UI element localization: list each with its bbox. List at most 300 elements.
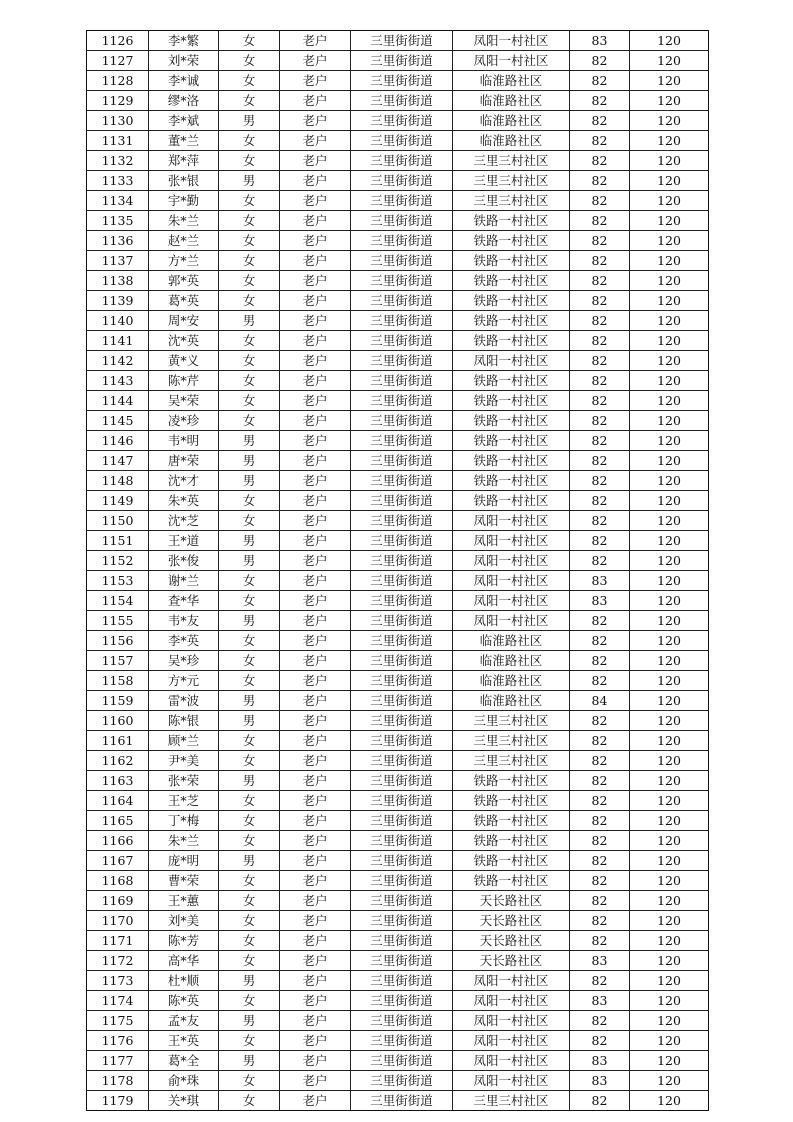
subdistrict-cell: 三里街街道 bbox=[351, 751, 453, 771]
household-type-cell: 老户 bbox=[280, 771, 351, 791]
community-cell: 铁路一村社区 bbox=[453, 831, 570, 851]
table-row bbox=[87, 711, 709, 731]
row-number-cell: 1176 bbox=[87, 1031, 149, 1051]
roster-body bbox=[87, 31, 709, 1111]
community-cell: 三里三村社区 bbox=[453, 751, 570, 771]
table-row bbox=[87, 731, 709, 751]
name-cell: 韦*明 bbox=[149, 431, 219, 451]
name-cell: 李*斌 bbox=[149, 111, 219, 131]
community-cell: 铁路一村社区 bbox=[453, 231, 570, 251]
table-row bbox=[87, 591, 709, 611]
amount-cell: 120 bbox=[630, 971, 709, 991]
community-cell: 临淮路社区 bbox=[453, 111, 570, 131]
name-cell: 朱*兰 bbox=[149, 831, 219, 851]
age-cell: 82 bbox=[570, 491, 630, 511]
household-type-cell: 老户 bbox=[280, 811, 351, 831]
community-cell: 凤阳一村社区 bbox=[453, 571, 570, 591]
subdistrict-cell: 三里街街道 bbox=[351, 851, 453, 871]
subdistrict-cell: 三里街街道 bbox=[351, 651, 453, 671]
gender-cell: 女 bbox=[219, 131, 280, 151]
household-type-cell: 老户 bbox=[280, 931, 351, 951]
name-cell: 宇*勤 bbox=[149, 191, 219, 211]
age-cell: 82 bbox=[570, 871, 630, 891]
table-row bbox=[87, 771, 709, 791]
gender-cell: 女 bbox=[219, 911, 280, 931]
subdistrict-cell: 三里街街道 bbox=[351, 631, 453, 651]
name-cell: 王*蕙 bbox=[149, 891, 219, 911]
name-cell: 陈*芳 bbox=[149, 931, 219, 951]
row-number-cell: 1153 bbox=[87, 571, 149, 591]
gender-cell: 女 bbox=[219, 651, 280, 671]
table-row bbox=[87, 391, 709, 411]
amount-cell: 120 bbox=[630, 911, 709, 931]
gender-cell: 男 bbox=[219, 971, 280, 991]
subdistrict-cell: 三里街街道 bbox=[351, 291, 453, 311]
table-row bbox=[87, 911, 709, 931]
age-cell: 82 bbox=[570, 451, 630, 471]
table-row bbox=[87, 1051, 709, 1071]
name-cell: 郭*英 bbox=[149, 271, 219, 291]
gender-cell: 男 bbox=[219, 551, 280, 571]
amount-cell: 120 bbox=[630, 431, 709, 451]
amount-cell: 120 bbox=[630, 951, 709, 971]
row-number-cell: 1160 bbox=[87, 711, 149, 731]
amount-cell: 120 bbox=[630, 891, 709, 911]
row-number-cell: 1150 bbox=[87, 511, 149, 531]
age-cell: 82 bbox=[570, 331, 630, 351]
subdistrict-cell: 三里街街道 bbox=[351, 771, 453, 791]
amount-cell: 120 bbox=[630, 651, 709, 671]
household-type-cell: 老户 bbox=[280, 991, 351, 1011]
subdistrict-cell: 三里街街道 bbox=[351, 131, 453, 151]
household-type-cell: 老户 bbox=[280, 251, 351, 271]
age-cell: 82 bbox=[570, 891, 630, 911]
age-cell: 82 bbox=[570, 391, 630, 411]
household-type-cell: 老户 bbox=[280, 431, 351, 451]
household-type-cell: 老户 bbox=[280, 871, 351, 891]
name-cell: 赵*兰 bbox=[149, 231, 219, 251]
household-type-cell: 老户 bbox=[280, 491, 351, 511]
table-row bbox=[87, 91, 709, 111]
community-cell: 天长路社区 bbox=[453, 931, 570, 951]
row-number-cell: 1171 bbox=[87, 931, 149, 951]
age-cell: 84 bbox=[570, 691, 630, 711]
name-cell: 沈*英 bbox=[149, 331, 219, 351]
household-type-cell: 老户 bbox=[280, 451, 351, 471]
subdistrict-cell: 三里街街道 bbox=[351, 111, 453, 131]
household-type-cell: 老户 bbox=[280, 91, 351, 111]
name-cell: 丁*梅 bbox=[149, 811, 219, 831]
amount-cell: 120 bbox=[630, 691, 709, 711]
name-cell: 黄*义 bbox=[149, 351, 219, 371]
row-number-cell: 1135 bbox=[87, 211, 149, 231]
table-row bbox=[87, 31, 709, 51]
household-type-cell: 老户 bbox=[280, 751, 351, 771]
gender-cell: 女 bbox=[219, 1091, 280, 1111]
amount-cell: 120 bbox=[630, 171, 709, 191]
age-cell: 82 bbox=[570, 271, 630, 291]
row-number-cell: 1165 bbox=[87, 811, 149, 831]
row-number-cell: 1175 bbox=[87, 1011, 149, 1031]
amount-cell: 120 bbox=[630, 1091, 709, 1111]
subdistrict-cell: 三里街街道 bbox=[351, 31, 453, 51]
amount-cell: 120 bbox=[630, 1011, 709, 1031]
gender-cell: 男 bbox=[219, 431, 280, 451]
amount-cell: 120 bbox=[630, 671, 709, 691]
table-row bbox=[87, 451, 709, 471]
name-cell: 陈*银 bbox=[149, 711, 219, 731]
age-cell: 82 bbox=[570, 251, 630, 271]
table-row bbox=[87, 231, 709, 251]
community-cell: 凤阳一村社区 bbox=[453, 1051, 570, 1071]
household-type-cell: 老户 bbox=[280, 331, 351, 351]
age-cell: 82 bbox=[570, 431, 630, 451]
age-cell: 82 bbox=[570, 711, 630, 731]
household-type-cell: 老户 bbox=[280, 531, 351, 551]
community-cell: 三里三村社区 bbox=[453, 151, 570, 171]
subdistrict-cell: 三里街街道 bbox=[351, 811, 453, 831]
table-row bbox=[87, 151, 709, 171]
table-row bbox=[87, 71, 709, 91]
subdistrict-cell: 三里街街道 bbox=[351, 971, 453, 991]
gender-cell: 女 bbox=[219, 151, 280, 171]
household-type-cell: 老户 bbox=[280, 671, 351, 691]
row-number-cell: 1133 bbox=[87, 171, 149, 191]
row-number-cell: 1136 bbox=[87, 231, 149, 251]
subdistrict-cell: 三里街街道 bbox=[351, 351, 453, 371]
community-cell: 临淮路社区 bbox=[453, 671, 570, 691]
gender-cell: 女 bbox=[219, 1071, 280, 1091]
gender-cell: 女 bbox=[219, 351, 280, 371]
table-row bbox=[87, 991, 709, 1011]
amount-cell: 120 bbox=[630, 271, 709, 291]
amount-cell: 120 bbox=[630, 31, 709, 51]
community-cell: 天长路社区 bbox=[453, 891, 570, 911]
gender-cell: 女 bbox=[219, 211, 280, 231]
gender-cell: 男 bbox=[219, 691, 280, 711]
amount-cell: 120 bbox=[630, 711, 709, 731]
name-cell: 吴*荣 bbox=[149, 391, 219, 411]
table-row bbox=[87, 831, 709, 851]
amount-cell: 120 bbox=[630, 411, 709, 431]
age-cell: 82 bbox=[570, 351, 630, 371]
age-cell: 82 bbox=[570, 191, 630, 211]
gender-cell: 男 bbox=[219, 851, 280, 871]
age-cell: 82 bbox=[570, 1031, 630, 1051]
row-number-cell: 1170 bbox=[87, 911, 149, 931]
subdistrict-cell: 三里街街道 bbox=[351, 731, 453, 751]
name-cell: 顾*兰 bbox=[149, 731, 219, 751]
row-number-cell: 1147 bbox=[87, 451, 149, 471]
gender-cell: 男 bbox=[219, 111, 280, 131]
community-cell: 铁路一村社区 bbox=[453, 491, 570, 511]
gender-cell: 女 bbox=[219, 751, 280, 771]
amount-cell: 120 bbox=[630, 791, 709, 811]
subdistrict-cell: 三里街街道 bbox=[351, 511, 453, 531]
row-number-cell: 1169 bbox=[87, 891, 149, 911]
name-cell: 刘*美 bbox=[149, 911, 219, 931]
gender-cell: 女 bbox=[219, 731, 280, 751]
row-number-cell: 1151 bbox=[87, 531, 149, 551]
household-type-cell: 老户 bbox=[280, 351, 351, 371]
amount-cell: 120 bbox=[630, 211, 709, 231]
table-row bbox=[87, 1031, 709, 1051]
name-cell: 李*英 bbox=[149, 631, 219, 651]
name-cell: 雷*波 bbox=[149, 691, 219, 711]
age-cell: 83 bbox=[570, 991, 630, 1011]
row-number-cell: 1173 bbox=[87, 971, 149, 991]
subdistrict-cell: 三里街街道 bbox=[351, 1071, 453, 1091]
table-row bbox=[87, 1071, 709, 1091]
age-cell: 82 bbox=[570, 771, 630, 791]
age-cell: 82 bbox=[570, 411, 630, 431]
age-cell: 82 bbox=[570, 1011, 630, 1031]
age-cell: 82 bbox=[570, 71, 630, 91]
gender-cell: 女 bbox=[219, 191, 280, 211]
age-cell: 83 bbox=[570, 571, 630, 591]
household-type-cell: 老户 bbox=[280, 1051, 351, 1071]
subdistrict-cell: 三里街街道 bbox=[351, 951, 453, 971]
table-row bbox=[87, 211, 709, 231]
community-cell: 三里三村社区 bbox=[453, 731, 570, 751]
row-number-cell: 1179 bbox=[87, 1091, 149, 1111]
gender-cell: 女 bbox=[219, 891, 280, 911]
table-row bbox=[87, 111, 709, 131]
community-cell: 铁路一村社区 bbox=[453, 311, 570, 331]
age-cell: 83 bbox=[570, 31, 630, 51]
name-cell: 关*琪 bbox=[149, 1091, 219, 1111]
household-type-cell: 老户 bbox=[280, 711, 351, 731]
name-cell: 朱*英 bbox=[149, 491, 219, 511]
gender-cell: 女 bbox=[219, 791, 280, 811]
gender-cell: 女 bbox=[219, 631, 280, 651]
household-type-cell: 老户 bbox=[280, 291, 351, 311]
community-cell: 三里三村社区 bbox=[453, 1091, 570, 1111]
household-type-cell: 老户 bbox=[280, 391, 351, 411]
name-cell: 谢*兰 bbox=[149, 571, 219, 591]
amount-cell: 120 bbox=[630, 291, 709, 311]
household-type-cell: 老户 bbox=[280, 31, 351, 51]
community-cell: 临淮路社区 bbox=[453, 131, 570, 151]
gender-cell: 女 bbox=[219, 831, 280, 851]
subdistrict-cell: 三里街街道 bbox=[351, 1031, 453, 1051]
gender-cell: 男 bbox=[219, 1011, 280, 1031]
row-number-cell: 1132 bbox=[87, 151, 149, 171]
household-type-cell: 老户 bbox=[280, 311, 351, 331]
name-cell: 庞*明 bbox=[149, 851, 219, 871]
age-cell: 82 bbox=[570, 611, 630, 631]
amount-cell: 120 bbox=[630, 451, 709, 471]
age-cell: 82 bbox=[570, 971, 630, 991]
name-cell: 王*英 bbox=[149, 1031, 219, 1051]
row-number-cell: 1174 bbox=[87, 991, 149, 1011]
community-cell: 铁路一村社区 bbox=[453, 431, 570, 451]
subdistrict-cell: 三里街街道 bbox=[351, 871, 453, 891]
subdistrict-cell: 三里街街道 bbox=[351, 671, 453, 691]
age-cell: 83 bbox=[570, 591, 630, 611]
community-cell: 天长路社区 bbox=[453, 951, 570, 971]
household-type-cell: 老户 bbox=[280, 191, 351, 211]
row-number-cell: 1149 bbox=[87, 491, 149, 511]
gender-cell: 男 bbox=[219, 711, 280, 731]
name-cell: 查*华 bbox=[149, 591, 219, 611]
table-row bbox=[87, 651, 709, 671]
name-cell: 沈*才 bbox=[149, 471, 219, 491]
amount-cell: 120 bbox=[630, 731, 709, 751]
community-cell: 三里三村社区 bbox=[453, 191, 570, 211]
household-type-cell: 老户 bbox=[280, 1091, 351, 1111]
name-cell: 王*道 bbox=[149, 531, 219, 551]
community-cell: 凤阳一村社区 bbox=[453, 531, 570, 551]
gender-cell: 男 bbox=[219, 531, 280, 551]
table-row bbox=[87, 551, 709, 571]
table-row bbox=[87, 411, 709, 431]
table-row bbox=[87, 251, 709, 271]
amount-cell: 120 bbox=[630, 531, 709, 551]
subdistrict-cell: 三里街街道 bbox=[351, 451, 453, 471]
amount-cell: 120 bbox=[630, 151, 709, 171]
subdistrict-cell: 三里街街道 bbox=[351, 91, 453, 111]
age-cell: 82 bbox=[570, 651, 630, 671]
amount-cell: 120 bbox=[630, 631, 709, 651]
row-number-cell: 1157 bbox=[87, 651, 149, 671]
gender-cell: 女 bbox=[219, 71, 280, 91]
name-cell: 董*兰 bbox=[149, 131, 219, 151]
name-cell: 葛*全 bbox=[149, 1051, 219, 1071]
household-type-cell: 老户 bbox=[280, 511, 351, 531]
subdistrict-cell: 三里街街道 bbox=[351, 711, 453, 731]
community-cell: 凤阳一村社区 bbox=[453, 31, 570, 51]
table-row bbox=[87, 931, 709, 951]
roster-table bbox=[86, 30, 709, 1111]
row-number-cell: 1178 bbox=[87, 1071, 149, 1091]
row-number-cell: 1168 bbox=[87, 871, 149, 891]
amount-cell: 120 bbox=[630, 771, 709, 791]
age-cell: 82 bbox=[570, 831, 630, 851]
age-cell: 82 bbox=[570, 751, 630, 771]
name-cell: 张*荣 bbox=[149, 771, 219, 791]
row-number-cell: 1137 bbox=[87, 251, 149, 271]
subdistrict-cell: 三里街街道 bbox=[351, 251, 453, 271]
amount-cell: 120 bbox=[630, 231, 709, 251]
name-cell: 孟*友 bbox=[149, 1011, 219, 1031]
amount-cell: 120 bbox=[630, 1051, 709, 1071]
household-type-cell: 老户 bbox=[280, 71, 351, 91]
household-type-cell: 老户 bbox=[280, 231, 351, 251]
table-row bbox=[87, 971, 709, 991]
table-row bbox=[87, 811, 709, 831]
name-cell: 杜*顺 bbox=[149, 971, 219, 991]
gender-cell: 女 bbox=[219, 491, 280, 511]
community-cell: 凤阳一村社区 bbox=[453, 591, 570, 611]
name-cell: 张*银 bbox=[149, 171, 219, 191]
subdistrict-cell: 三里街街道 bbox=[351, 551, 453, 571]
amount-cell: 120 bbox=[630, 991, 709, 1011]
gender-cell: 女 bbox=[219, 671, 280, 691]
community-cell: 铁路一村社区 bbox=[453, 871, 570, 891]
name-cell: 陈*英 bbox=[149, 991, 219, 1011]
subdistrict-cell: 三里街街道 bbox=[351, 331, 453, 351]
household-type-cell: 老户 bbox=[280, 971, 351, 991]
household-type-cell: 老户 bbox=[280, 131, 351, 151]
gender-cell: 女 bbox=[219, 511, 280, 531]
row-number-cell: 1158 bbox=[87, 671, 149, 691]
amount-cell: 120 bbox=[630, 311, 709, 331]
household-type-cell: 老户 bbox=[280, 471, 351, 491]
age-cell: 82 bbox=[570, 151, 630, 171]
table-row bbox=[87, 371, 709, 391]
subdistrict-cell: 三里街街道 bbox=[351, 271, 453, 291]
age-cell: 82 bbox=[570, 731, 630, 751]
amount-cell: 120 bbox=[630, 391, 709, 411]
age-cell: 83 bbox=[570, 951, 630, 971]
community-cell: 凤阳一村社区 bbox=[453, 971, 570, 991]
subdistrict-cell: 三里街街道 bbox=[351, 311, 453, 331]
amount-cell: 120 bbox=[630, 851, 709, 871]
table-row bbox=[87, 271, 709, 291]
household-type-cell: 老户 bbox=[280, 1071, 351, 1091]
subdistrict-cell: 三里街街道 bbox=[351, 1091, 453, 1111]
community-cell: 凤阳一村社区 bbox=[453, 1011, 570, 1031]
name-cell: 方*元 bbox=[149, 671, 219, 691]
name-cell: 韦*友 bbox=[149, 611, 219, 631]
table-row bbox=[87, 671, 709, 691]
subdistrict-cell: 三里街街道 bbox=[351, 611, 453, 631]
amount-cell: 120 bbox=[630, 931, 709, 951]
row-number-cell: 1152 bbox=[87, 551, 149, 571]
subdistrict-cell: 三里街街道 bbox=[351, 51, 453, 71]
row-number-cell: 1167 bbox=[87, 851, 149, 871]
table-row bbox=[87, 851, 709, 871]
amount-cell: 120 bbox=[630, 871, 709, 891]
row-number-cell: 1163 bbox=[87, 771, 149, 791]
age-cell: 82 bbox=[570, 851, 630, 871]
community-cell: 凤阳一村社区 bbox=[453, 611, 570, 631]
table-row bbox=[87, 431, 709, 451]
row-number-cell: 1129 bbox=[87, 91, 149, 111]
table-row bbox=[87, 1011, 709, 1031]
community-cell: 铁路一村社区 bbox=[453, 291, 570, 311]
row-number-cell: 1162 bbox=[87, 751, 149, 771]
community-cell: 临淮路社区 bbox=[453, 71, 570, 91]
row-number-cell: 1126 bbox=[87, 31, 149, 51]
subdistrict-cell: 三里街街道 bbox=[351, 231, 453, 251]
household-type-cell: 老户 bbox=[280, 171, 351, 191]
name-cell: 郑*萍 bbox=[149, 151, 219, 171]
name-cell: 吴*珍 bbox=[149, 651, 219, 671]
name-cell: 沈*芝 bbox=[149, 511, 219, 531]
household-type-cell: 老户 bbox=[280, 791, 351, 811]
subdistrict-cell: 三里街街道 bbox=[351, 371, 453, 391]
row-number-cell: 1140 bbox=[87, 311, 149, 331]
household-type-cell: 老户 bbox=[280, 911, 351, 931]
community-cell: 凤阳一村社区 bbox=[453, 551, 570, 571]
name-cell: 唐*荣 bbox=[149, 451, 219, 471]
name-cell: 凌*珍 bbox=[149, 411, 219, 431]
subdistrict-cell: 三里街街道 bbox=[351, 71, 453, 91]
subdistrict-cell: 三里街街道 bbox=[351, 491, 453, 511]
community-cell: 凤阳一村社区 bbox=[453, 1031, 570, 1051]
community-cell: 铁路一村社区 bbox=[453, 811, 570, 831]
gender-cell: 男 bbox=[219, 1051, 280, 1071]
age-cell: 82 bbox=[570, 791, 630, 811]
row-number-cell: 1142 bbox=[87, 351, 149, 371]
table-row bbox=[87, 631, 709, 651]
age-cell: 82 bbox=[570, 911, 630, 931]
community-cell: 铁路一村社区 bbox=[453, 771, 570, 791]
community-cell: 铁路一村社区 bbox=[453, 371, 570, 391]
table-row bbox=[87, 871, 709, 891]
